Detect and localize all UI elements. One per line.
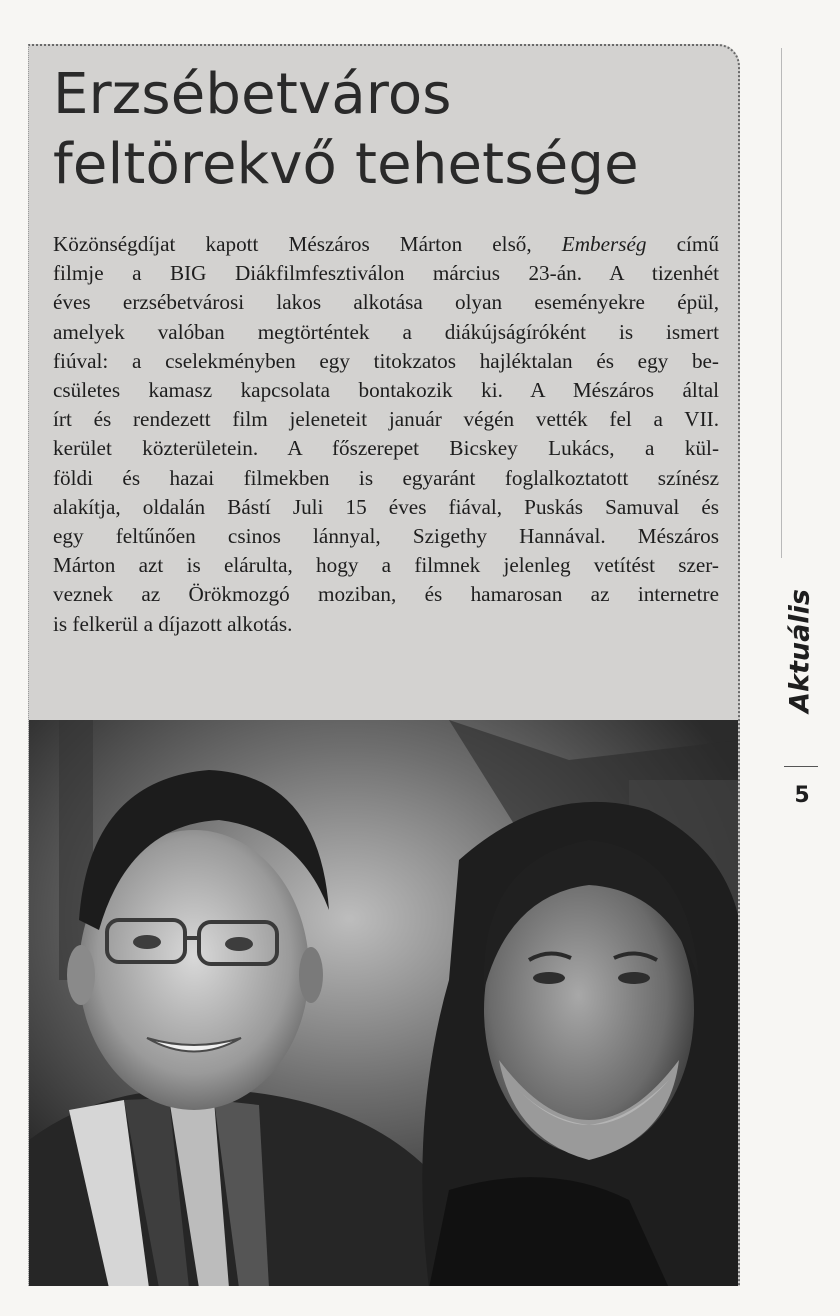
body-line-8: kerület közterületein. A főszerepet Bicskey Lukács, a kül- (53, 436, 719, 461)
body-line-2: filmje a BIG Diákfilmfesztiválon március 23-án. A tizenhét (53, 261, 719, 286)
body-line-10: alakítja, oldalán Bástí Juli 15 éves fiával, Puskás Samuval és (53, 494, 719, 519)
article-photo (29, 720, 740, 1286)
article-headline (53, 60, 723, 200)
page-number: 5 (794, 783, 810, 808)
older-man-figure (422, 802, 740, 1286)
headline-line-1: Erzsébetváros (53, 62, 452, 127)
body-line-9: földi és hazai filmekben is egyaránt foglalkoztatott színész (53, 465, 719, 490)
body-line-1: Közönségdíjat kapott Mészáros Márton első, Emberség című (53, 232, 719, 256)
body-line-3: éves erzsébetvárosi lakos alkotása olyan eseményekre épül, (53, 290, 719, 315)
body-line-5: fiúval: a cselekményben egy titokzatos hajléktalan és egy be- (53, 348, 719, 373)
body-line-4: amelyek valóban megtörténtek a diákújságíróként is ismert (53, 319, 719, 344)
body-line-13: veznek az Örökmozgó moziban, és hamarosan az internetre (53, 582, 719, 607)
section-label-text: Aktuális (784, 589, 816, 713)
film-title: Emberség (561, 232, 647, 256)
body-line-14: is felkerül a díjazott alkotás. (53, 611, 293, 636)
body-line-12: Márton azt is elárulta, hogy a filmnek jelenleg vetítést szer- (53, 553, 719, 578)
headline-line-2: feltörekvő tehetsége (53, 132, 639, 197)
article-box (28, 44, 740, 1286)
body-line-11: egy feltűnően csinos lánnyal, Szigethy Hannával. Mészáros (53, 524, 719, 549)
article-body (53, 230, 719, 639)
sidebar-rule (781, 48, 782, 558)
page-number-divider (784, 766, 818, 767)
body-line-6: csületes kamasz kapcsolata bontakozik ki. A Mészáros által (53, 378, 719, 403)
body-line-7: írt és rendezett film jeleneteit január végén vették fel a VII. (53, 407, 719, 432)
section-label (780, 576, 820, 726)
